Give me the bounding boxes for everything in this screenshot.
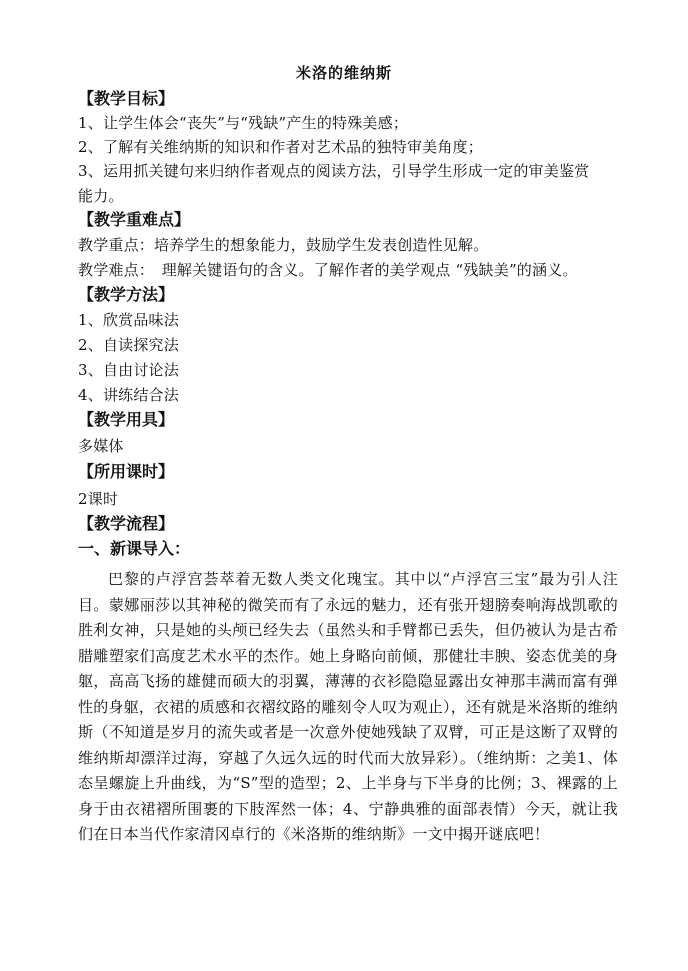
difficulty-item: 教学难点： 理解关键语句的含义。了解作者的美学观点 “残缺美”的涵义。: [78, 261, 578, 279]
method-item: 4、讲练结合法: [78, 386, 179, 404]
process-heading: 【教学流程】: [78, 514, 175, 533]
intro-paragraph: 巴黎的卢浮宫荟萃着无数人类文化瑰宝。其中以“卢浮宫三宝”最为引人注目。蒙娜丽莎以其神秘的微笑而有了永远的魅力，还有张开翅膀奏响海战凯歌的胜利女神，只是她的头颅已经失去（虽然头和手臂都已丢失，但仍被认为是古希腊雕塑家们高度艺术水平的杰作。她上身略向前倾，那健壮丰腴、姿态优美的身躯，高高飞扬的雄健而硕大的羽翼，薄薄的衣衫隐隐显露出女神那丰满而富有弹性的身躯，衣裙的质感和衣褶纹路的雕刻令人叹为观止），还有就是米洛斯的维纳斯（不知道是岁月的流失或者是一次意外使她残缺了双臂，可正是这断了双臂的维纳斯却漂洋过海，穿越了久远久远的时代而大放异彩）。（维纳斯：之美1、体态呈螺旋上升曲线，为“S”型的造型；2、上半身与下半身的比例；3、裸露的上身于由衣裙褶所围裹的下肢浑然一体；4、宁静典雅的面部表情）今天，就让我们在日本当代作家清冈卓行的《米洛斯的维纳斯》一文中揭开谜底吧！: [78, 570, 618, 843]
objective-item: 1、让学生体会“丧失”与“残缺”产生的特殊美感；: [78, 114, 409, 132]
method-item: 3、自由讨论法: [78, 361, 179, 379]
key-points-heading: 【教学重难点】: [78, 210, 191, 229]
tools-heading: 【教学用具】: [78, 410, 175, 429]
objective-item: 3、运用抓关键句来归纳作者观点的阅读方法，引导学生形成一定的审美鉴赏: [78, 162, 590, 180]
objective-item-continued: 能力。: [78, 187, 124, 205]
methods-heading: 【教学方法】: [78, 285, 175, 304]
hours-heading: 【所用课时】: [78, 462, 175, 481]
process-subheading: 一、新课导入：: [78, 539, 191, 558]
method-item: 1、欣赏品味法: [78, 311, 179, 329]
method-item: 2、自读探究法: [78, 336, 179, 354]
document-title: 米洛的维纳斯: [295, 64, 392, 82]
hours-item: 2课时: [78, 490, 119, 508]
tools-item: 多媒体: [78, 437, 124, 455]
objective-item: 2、了解有关维纳斯的知识和作者对艺术品的独特审美角度；: [78, 138, 483, 156]
objectives-heading: 【教学目标】: [78, 89, 175, 108]
key-point-item: 教学重点：培养学生的想象能力，鼓励学生发表创造性见解。: [78, 236, 489, 254]
